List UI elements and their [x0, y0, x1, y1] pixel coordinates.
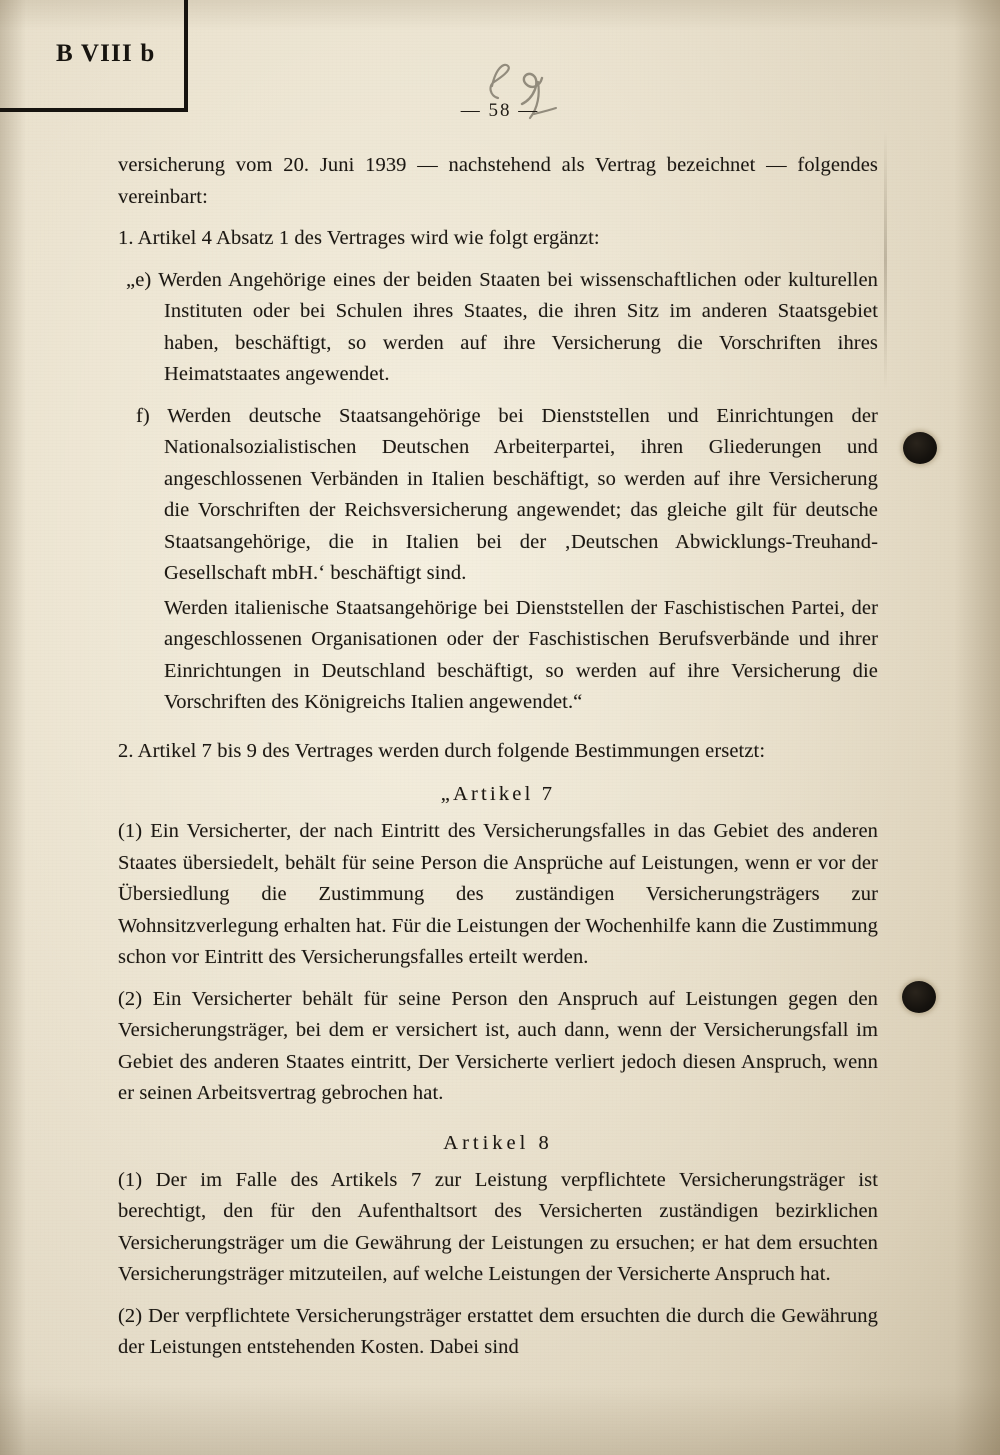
- page-edge-shadow-left: [0, 0, 26, 1455]
- artikel-7-paragraph-2: (2) Ein Versicherter behält für seine Person den Anspruch auf Leistungen gegen den Versicherungsträger, bei dem er versichert ist, auch dann, wenn der Versicherungsfall im Gebiet des anderen Staates eintritt, Der Versicherte verliert jedoch diesen Anspruch, wenn er seinen Arbeitsvertrag gebrochen hat.: [118, 987, 878, 1104]
- heading-artikel-8: Artikel 8: [443, 1131, 553, 1154]
- page-edge-shadow-right: [954, 0, 1000, 1455]
- paper-crease: [884, 130, 887, 390]
- paragraph-item-1: 1. Artikel 4 Absatz 1 des Vertrages wird wie folgt ergänzt:: [118, 227, 600, 249]
- artikel-7-paragraph-1: (1) Ein Versicherter, der nach Eintritt des Versicherungsfalles in das Gebiet des anderen Staates übersiedelt, behält für seine Person die Ansprüche auf Leistungen, wenn er vor der Übersiedlung die Zustimmung des zuständigen Versicherungsträgers zur Wohnsitzverlegung erhalten hat. Für die Leistungen der Wochenhilfe kann die Zustimmung schon vor Eintritt des Versicherungsfalles erteilt werden.: [118, 820, 878, 968]
- clause-f: f) Werden deutsche Staatsangehörige bei Dienststellen und Einrichtungen der Nationalsozialistischen Deutschen Arbeiterpartei, ihren Gliederungen und angeschlossenen Verbänden in Italien beschäftigt, so werden auf ihre Versicherung die Vorschriften der Reichsversicherung angewendet; das gleiche gilt für deutsche Staatsangehörige, die in Italien bei der ‚Deutschen Abwicklungs-Treuhand-Gesellschaft mbH.‘ beschäftigt sind.: [136, 404, 878, 584]
- paragraph-intro: versicherung vom 20. Juni 1939 — nachstehend als Vertrag bezeichnet — folgendes vereinbart:: [118, 154, 878, 208]
- folio-page-number: — 58 —: [460, 100, 540, 121]
- clause-f-second-paragraph: Werden italienische Staatsangehörige bei Dienststellen der Faschistischen Partei, der angeschlossenen Organisationen oder der Faschistischen Berufsverbände und ihrer Einrichtungen in Deutschland beschäftigt, so werden auf ihre Versicherung die Vorschriften des Königreichs Italien angewendet.“: [164, 596, 878, 713]
- artikel-8-paragraph-2: (2) Der verpflichtete Versicherungsträger erstattet dem ersuchten die durch die Gewährung der Leistungen entstehenden Kosten. Dabei sind: [118, 1304, 878, 1358]
- punch-hole: [903, 432, 937, 464]
- paragraph-item-2: 2. Artikel 7 bis 9 des Vertrages werden durch folgende Bestimmungen ersetzt:: [118, 739, 766, 762]
- clause-e: „e) Werden Angehörige eines der beiden Staaten bei wissenschaftlichen oder kulturellen Instituten oder bei Schulen ihres Staates, die ihren Sitz im anderen Staatsgebiet haben, beschäftigt, so werden auf ihre Versicherung die Vorschriften ihres Heimatstaates angewendet.: [126, 268, 878, 385]
- page-edge-shadow-bottom: [0, 1385, 1000, 1455]
- document-body: [118, 150, 878, 1367]
- artikel-8-paragraph-1: (1) Der im Falle des Artikels 7 zur Leistung verpflichtete Versicherungsträger ist berechtigt, den für den Aufenthaltsort des Versicherten zuständigen bezirklichen Versicherungsträger um die Gewährung der Leistungen zu ersuchen; er hat dem ersuchten Versicherungsträger mitzuteilen, auf welche Leistungen der Versicherte Anspruch hat.: [118, 1168, 878, 1285]
- archive-mark-box: [0, 0, 188, 112]
- punch-hole: [902, 981, 936, 1013]
- archive-mark-label: B VIII b: [56, 40, 156, 67]
- heading-artikel-7: „Artikel 7: [440, 783, 556, 805]
